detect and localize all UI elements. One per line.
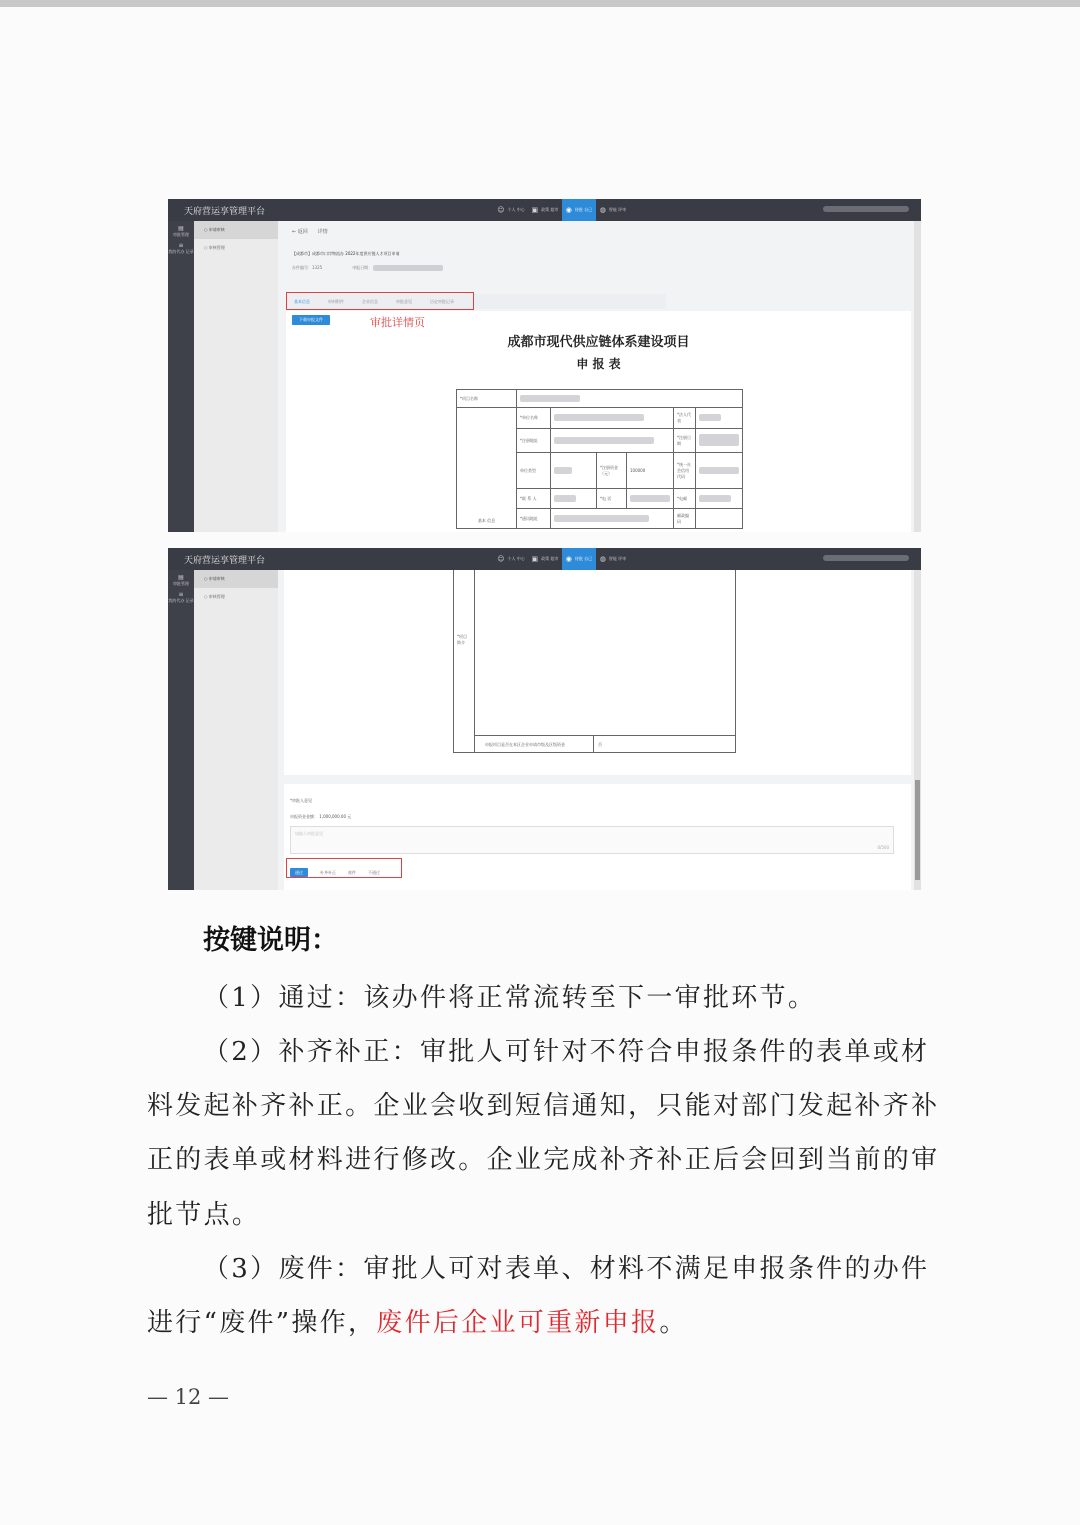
label-unit-name: *单位名称 <box>517 408 551 429</box>
section-heading: 按键说明： <box>203 925 338 956</box>
sidebar-label: 申请审核 <box>208 576 225 581</box>
sidebar-item-apply-review[interactable]: ○ 申请审核 <box>194 570 278 588</box>
screenshot-approval-actions <box>168 548 921 890</box>
user-icon: ☺ <box>497 206 505 214</box>
calendar-icon: ▤ <box>178 225 184 232</box>
review-icon: ◍ <box>599 555 606 563</box>
void-button[interactable]: 废件 <box>348 869 356 875</box>
apply-date <box>352 265 443 271</box>
rail-item-records[interactable] <box>168 587 194 604</box>
list-icon: ≡ <box>178 242 184 249</box>
nav-review[interactable] <box>596 199 630 221</box>
nav-policy[interactable] <box>528 199 562 221</box>
label-postcode: 邮政编码 <box>674 509 696 529</box>
nav-label: 待批 自己 <box>574 207 593 212</box>
label-project-intro: *项目 简介 <box>457 634 467 645</box>
nav-label: 智能 评审 <box>608 207 627 212</box>
rail-item-approval[interactable] <box>168 570 194 587</box>
label-reg-capital: *注册资金（元） <box>597 453 627 489</box>
nav-approve[interactable] <box>562 548 596 570</box>
tab-history[interactable]: 历史审批记录 <box>430 298 454 304</box>
user-account-blurred[interactable] <box>823 206 909 212</box>
value-reg-address <box>551 429 674 453</box>
para-supplement-line3: 正的表单或材料进行修改。企业完成补齐补正后会回到当前的审 <box>147 1145 940 1175</box>
screenshot-approval-detail <box>168 199 921 532</box>
sidebar-label: 申请审核 <box>208 227 225 232</box>
value-legal-rep <box>696 408 743 429</box>
sidebar-item-review-manage[interactable]: ○ 审核管理 <box>204 594 225 599</box>
rail-label: 审批管理 <box>173 581 189 586</box>
opinion-panel <box>284 784 911 890</box>
para-supplement-line2: 料发起补齐补正。企业会收到短信通知，只能对部门发起补齐补 <box>147 1091 940 1121</box>
nav-policy[interactable] <box>528 548 562 570</box>
opinion-textarea[interactable] <box>290 826 894 854</box>
blurred-value <box>373 265 443 271</box>
app-header <box>168 199 921 221</box>
form-table <box>456 389 743 529</box>
sidebar <box>194 570 278 890</box>
intro-label-cell <box>454 570 475 752</box>
amount-row <box>290 814 351 820</box>
rail-label: 我的代办 记录 <box>168 598 194 603</box>
label-contact: *联 系 人 <box>517 489 551 509</box>
label-phone: *电 话 <box>597 489 627 509</box>
reject-button[interactable]: 不通过 <box>368 869 380 875</box>
tab-attachments[interactable]: 材料附件 <box>328 298 344 304</box>
shop-icon: ▣ <box>531 206 539 214</box>
top-edge <box>0 0 1080 7</box>
calendar-icon: ▤ <box>178 574 184 581</box>
crumb-current: 详情 <box>317 229 328 235</box>
para-supplement-line1: （2）补齐补正：审批人可针对不符合申报条件的表单或材 <box>203 1037 930 1067</box>
sidebar-item-apply-review[interactable]: ○ 申请审核 <box>194 221 278 239</box>
tab-opinions[interactable]: 审批意见 <box>396 298 412 304</box>
app-brand: 天府营运享管理平台 <box>184 207 266 217</box>
main-area <box>278 570 921 890</box>
value-phone <box>627 489 674 509</box>
sidebar-label: 审核管理 <box>208 594 225 599</box>
value-reg-date <box>696 429 743 453</box>
download-button[interactable]: 下载申报文件 <box>292 315 330 325</box>
scroll-thumb[interactable] <box>915 780 920 880</box>
label-project-name: *项目名称 <box>457 390 517 408</box>
opinion-label: *审批人意见 <box>290 798 312 803</box>
back-link[interactable]: ← 返回 <box>292 229 308 235</box>
sidebar <box>194 221 278 532</box>
label-unit-type: 单位类型 <box>517 453 551 489</box>
nav-label: 个人 中心 <box>507 207 525 212</box>
void-highlight: 废件后企业可重新申报 <box>376 1308 660 1338</box>
form-continued <box>284 570 911 775</box>
sidebar-label: 审核管理 <box>208 245 225 250</box>
nav-personal[interactable] <box>494 199 528 221</box>
actions-highlight <box>286 858 402 878</box>
para-supplement-line4: 批节点。 <box>147 1200 261 1230</box>
label-email: *电邮 <box>674 489 696 509</box>
void-text: 进行“废件”操作， <box>147 1308 377 1338</box>
breadcrumb <box>292 228 328 235</box>
app-header <box>168 548 921 570</box>
shop-icon: ▣ <box>531 555 539 563</box>
value-email <box>696 489 743 509</box>
note-row <box>475 735 735 752</box>
nav-personal[interactable] <box>494 548 528 570</box>
amount-label: 申报资金金额： <box>290 814 318 819</box>
top-nav <box>494 199 630 221</box>
void-end: 。 <box>659 1308 688 1338</box>
value-project-name <box>517 390 743 408</box>
nav-label: 政策 超市 <box>541 207 559 212</box>
annotation-label: 审批详情页 <box>370 316 425 329</box>
user-icon: ☺ <box>497 555 505 563</box>
label-legal-rep: *法人代表 <box>674 408 696 429</box>
form-content <box>286 311 911 532</box>
page-meta <box>292 265 443 271</box>
meta-value: 1325 <box>312 265 323 270</box>
meta-label: 申报日期： <box>352 265 373 270</box>
label-address: *通讯地址 <box>517 509 551 529</box>
para-void-line1: （3）废件：审批人可对表单、材料不满足申报条件的办件 <box>203 1254 930 1284</box>
pass-button[interactable]: 通过 <box>290 868 308 877</box>
icon-rail <box>168 221 194 532</box>
page-title: 【成都市】成都市口岸物流办 2022年度供应链人才项目申请 <box>292 251 400 256</box>
rail-label: 审批管理 <box>173 232 189 237</box>
label-reg-address: *注册地址 <box>517 429 551 453</box>
nav-review[interactable] <box>596 548 630 570</box>
value-postcode <box>696 509 743 529</box>
tab-basic-info[interactable]: 基本信息 <box>294 298 310 304</box>
nav-approve[interactable] <box>562 199 596 221</box>
char-count: 0/500 <box>877 845 889 850</box>
note-label: 申报项目是否在本区企业申请市级及区级资金 <box>485 742 565 747</box>
user-account-blurred[interactable] <box>823 555 909 561</box>
supplement-button[interactable]: 补齐补正 <box>320 869 336 875</box>
form-title: 成都市现代供应链体系建设项目 <box>507 335 690 350</box>
value-contact <box>551 489 597 509</box>
note-value: 否 <box>593 736 602 753</box>
rail-item-records[interactable] <box>168 238 194 255</box>
value-address <box>551 509 674 529</box>
approve-icon: ◉ <box>565 206 572 214</box>
meta-label: 办件编号： <box>292 265 312 270</box>
value-unit-type <box>551 453 597 489</box>
main-area <box>278 221 921 532</box>
approve-icon: ◉ <box>565 555 572 563</box>
form-subtitle: 申 报 表 <box>576 357 621 371</box>
rail-item-approval[interactable] <box>168 221 194 238</box>
label-basic-info: 基本 信息 <box>457 408 517 529</box>
para-pass: （1）通过：该办件将正常流转至下一审批环节。 <box>203 983 817 1013</box>
nav-label: 政策 超市 <box>541 556 559 561</box>
nav-label: 智能 评审 <box>608 556 627 561</box>
icon-rail <box>168 570 194 890</box>
nav-label: 个人 中心 <box>507 556 525 561</box>
page-number: — 12 — <box>146 1385 230 1409</box>
label-reg-date: *注册日期 <box>674 429 696 453</box>
label-credit-code: *统一社会信用代码 <box>674 453 696 489</box>
value-reg-capital: 100000 <box>627 453 674 489</box>
sidebar-item-review-manage[interactable]: ○ 审核管理 <box>204 245 225 250</box>
scrollbar[interactable] <box>914 570 921 890</box>
review-icon: ◍ <box>599 206 606 214</box>
top-nav <box>494 548 630 570</box>
nav-label: 待批 自己 <box>574 556 593 561</box>
scrollbar[interactable] <box>914 221 921 532</box>
value-unit-name <box>551 408 674 429</box>
value-credit-code <box>696 453 743 489</box>
intro-table <box>453 570 736 753</box>
textarea-placeholder: 请输入审批意见 <box>295 831 323 836</box>
app-brand: 天府营运享管理平台 <box>184 556 266 566</box>
para-void-line2 <box>147 1302 688 1339</box>
tab-company[interactable]: 企业信息 <box>362 298 378 304</box>
tabs-highlight <box>286 292 474 310</box>
list-icon: ≡ <box>178 591 184 598</box>
amount-value: 1,000,000.00 元 <box>319 814 352 819</box>
rail-label: 我的代办 记录 <box>168 249 194 254</box>
case-number <box>292 265 322 271</box>
